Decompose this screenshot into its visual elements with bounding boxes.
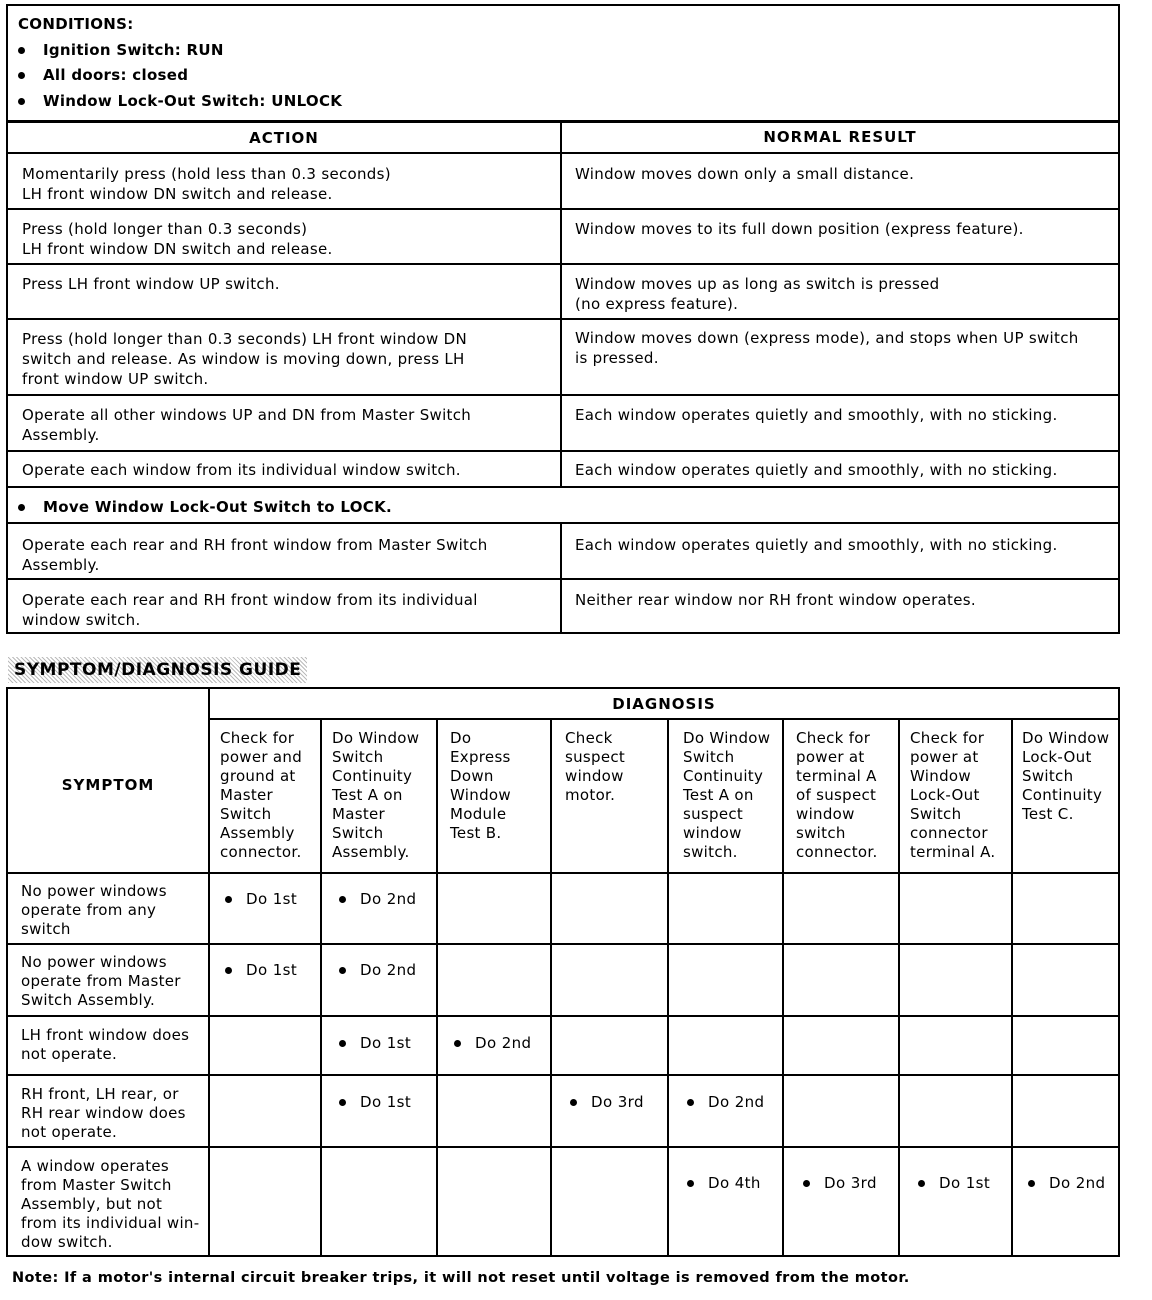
column-divider — [320, 719, 322, 1256]
bullet-icon — [687, 1180, 694, 1187]
action-cell: Press (hold longer than 0.3 seconds) LH front window DN switch and release. — [22, 220, 333, 258]
row-divider — [6, 450, 1120, 452]
symptom-cell: No power windows operate from Master Switch Assembly. — [21, 953, 181, 1009]
bullet-icon — [18, 98, 25, 105]
step-mark — [803, 1174, 877, 1192]
diagnosis-column-header: Check for power at Window Lock-Out Switch connector terminal A. — [910, 729, 996, 861]
row-divider — [208, 718, 1120, 720]
diagnosis-column-header: Do Window Lock-Out Switch Continuity Test C. — [1022, 729, 1110, 823]
row-divider — [6, 486, 1120, 488]
result-cell: Window moves to its full down position (express feature). — [575, 220, 1024, 238]
column-divider — [560, 121, 562, 487]
step-text: Do 4th — [708, 1174, 761, 1192]
row-divider — [6, 578, 1120, 580]
step-text: Do 1st — [360, 1034, 412, 1052]
column-divider — [208, 688, 210, 1256]
bullet-icon — [339, 896, 346, 903]
step-mark — [225, 961, 297, 979]
row-divider — [6, 152, 1120, 154]
row-divider — [6, 394, 1120, 396]
bullet-icon — [225, 896, 232, 903]
step-mark — [1028, 1174, 1105, 1192]
column-divider — [436, 719, 438, 1256]
action-cell: Operate each rear and RH front window from its individual window switch. — [22, 591, 478, 629]
condition-text: Window Lock-Out Switch: UNLOCK — [43, 92, 343, 110]
action-cell: Operate all other windows UP and DN from Master Switch Assembly. — [22, 406, 472, 444]
lock-step — [18, 497, 918, 517]
row-divider — [6, 522, 1120, 524]
step-mark — [339, 890, 416, 908]
step-mark — [454, 1034, 531, 1052]
step-mark — [339, 961, 416, 979]
row-divider — [6, 1015, 1120, 1017]
table-border-left — [6, 687, 8, 1257]
action-cell: Momentarily press (hold less than 0.3 seconds) LH front window DN switch and release. — [22, 165, 391, 203]
diagnosis-column-header: Do Window Switch Continuity Test A on Master Switch Assembly. — [332, 729, 420, 861]
bullet-icon — [687, 1099, 694, 1106]
result-cell: Window moves down (express mode), and stops when UP switch is pressed. — [575, 329, 1079, 367]
result-cell: Each window operates quietly and smoothly, with no sticking. — [575, 461, 1058, 479]
diagnosis-column-header: Check for power at terminal A of suspect window switch connector. — [796, 729, 878, 861]
symptom-cell: RH front, LH rear, or RH rear window does not operate. — [21, 1085, 186, 1141]
lock-step-text: Move Window Lock-Out Switch to LOCK. — [43, 498, 393, 516]
bullet-icon — [803, 1180, 810, 1187]
column-divider — [560, 522, 562, 633]
bullet-icon — [454, 1040, 461, 1047]
step-mark — [570, 1093, 644, 1111]
table-border-right — [1118, 687, 1120, 1257]
conditions-title: CONDITIONS: — [18, 15, 134, 33]
condition-item — [18, 91, 618, 111]
bullet-icon — [1028, 1180, 1035, 1187]
guide-title: SYMPTOM/DIAGNOSIS GUIDE — [8, 657, 307, 683]
row-divider — [6, 943, 1120, 945]
symptom-header: SYMPTOM — [61, 776, 155, 794]
step-mark — [339, 1034, 411, 1052]
column-divider — [667, 719, 669, 1256]
bullet-icon — [339, 1040, 346, 1047]
condition-item — [18, 65, 618, 85]
result-cell: Each window operates quietly and smoothly, with no sticking. — [575, 536, 1058, 554]
step-mark — [918, 1174, 990, 1192]
step-text: Do 2nd — [1049, 1174, 1106, 1192]
step-mark — [225, 890, 297, 908]
step-text: Do 2nd — [708, 1093, 765, 1111]
condition-item — [18, 40, 618, 60]
row-divider — [6, 208, 1120, 210]
table-border-top — [6, 4, 1120, 6]
action-cell: Press (hold longer than 0.3 seconds) LH front window DN switch and release. As window is moving down, press LH front window UP switch. — [22, 330, 467, 388]
symptom-cell: LH front window does not operate. — [21, 1026, 190, 1063]
diagnosis-column-header: Do Window Switch Continuity Test A on suspect window switch. — [683, 729, 771, 861]
diagnosis-column-header: Check suspect window motor. — [565, 729, 626, 804]
step-text: Do 3rd — [591, 1093, 644, 1111]
step-mark — [339, 1093, 411, 1111]
bullet-icon — [570, 1099, 577, 1106]
row-divider — [6, 318, 1120, 320]
bullet-icon — [918, 1180, 925, 1187]
step-text: Do 1st — [246, 961, 298, 979]
action-header: ACTION — [249, 129, 319, 147]
row-divider — [6, 263, 1120, 265]
bullet-icon — [339, 1099, 346, 1106]
symptom-cell: A window operates from Master Switch Assembly, but not from its individual win- dow switch. — [21, 1157, 200, 1251]
condition-text: Ignition Switch: RUN — [43, 41, 224, 59]
bullet-icon — [18, 504, 25, 511]
symptom-cell: No power windows operate from any switch — [21, 882, 167, 938]
result-cell: Neither rear window nor RH front window operates. — [575, 591, 976, 609]
column-divider — [550, 719, 552, 1256]
footnote: Note: If a motor's internal circuit breaker trips, it will not reset until voltage is removed from the motor. — [12, 1270, 910, 1286]
result-header: NORMAL RESULT — [763, 128, 917, 146]
action-cell: Operate each rear and RH front window from Master Switch Assembly. — [22, 536, 488, 574]
bullet-icon — [339, 967, 346, 974]
row-divider — [6, 120, 1120, 123]
step-text: Do 2nd — [475, 1034, 532, 1052]
step-text: Do 1st — [360, 1093, 412, 1111]
step-mark — [687, 1093, 764, 1111]
diagnosis-header: DIAGNOSIS — [612, 695, 716, 713]
step-text: Do 3rd — [824, 1174, 877, 1192]
row-divider — [6, 1074, 1120, 1076]
step-text: Do 1st — [246, 890, 298, 908]
table-border-top — [6, 687, 1120, 689]
step-mark — [687, 1174, 761, 1192]
action-cell: Operate each window from its individual window switch. — [22, 461, 461, 479]
result-cell: Window moves down only a small distance. — [575, 165, 915, 183]
step-text: Do 1st — [939, 1174, 991, 1192]
step-text: Do 2nd — [360, 961, 417, 979]
result-cell: Window moves up as long as switch is pressed (no express feature). — [575, 275, 940, 313]
column-divider — [1011, 719, 1013, 1256]
bullet-icon — [225, 967, 232, 974]
row-divider — [6, 872, 1120, 874]
action-cell: Press LH front window UP switch. — [22, 275, 280, 293]
diagnosis-column-header: Do Express Down Window Module Test B. — [450, 729, 511, 842]
column-divider — [898, 719, 900, 1256]
condition-text: All doors: closed — [43, 66, 189, 84]
step-text: Do 2nd — [360, 890, 417, 908]
table-border-bottom — [6, 632, 1120, 634]
bullet-icon — [18, 47, 25, 54]
diagnosis-column-header: Check for power and ground at Master Switch Assembly connector. — [220, 729, 303, 861]
result-cell: Each window operates quietly and smoothly, with no sticking. — [575, 406, 1058, 424]
table-border-bottom — [6, 1255, 1120, 1257]
bullet-icon — [18, 72, 25, 79]
row-divider — [6, 1146, 1120, 1148]
